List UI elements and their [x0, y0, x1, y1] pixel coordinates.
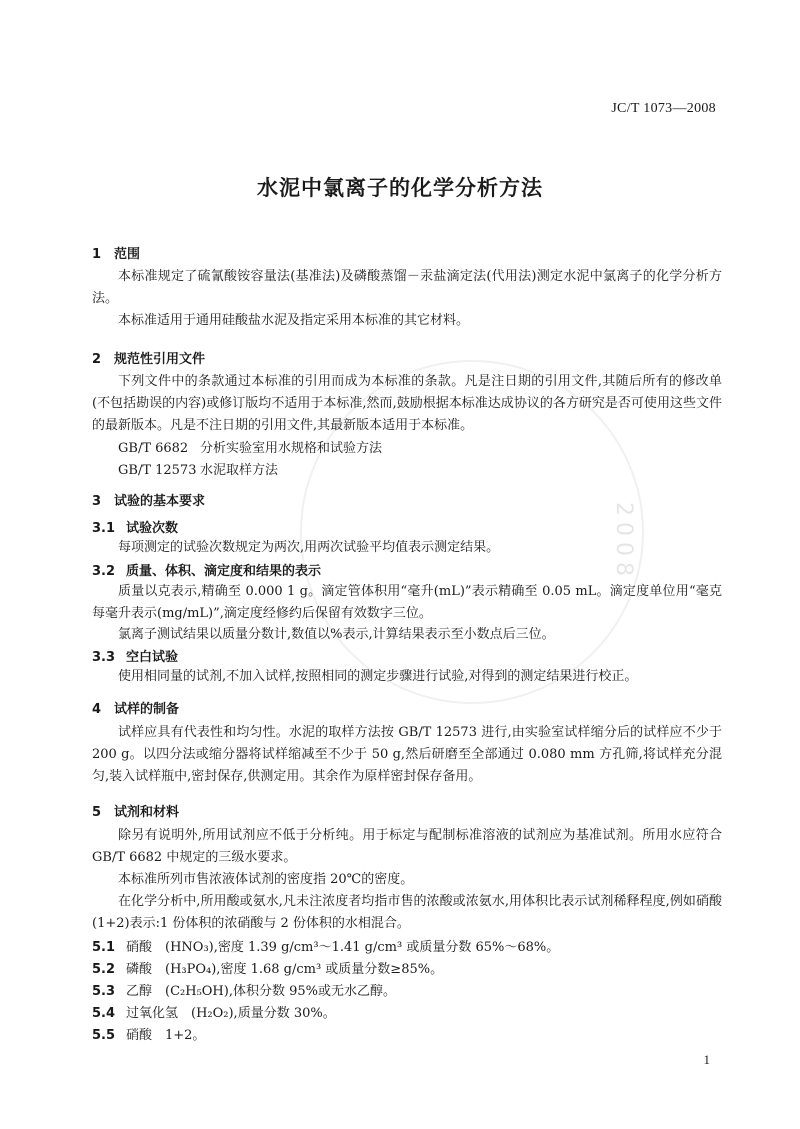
section-number: 4 [92, 702, 102, 717]
subsection-3-3-heading [92, 646, 178, 665]
section-5-paragraph-2: 本标准所列市售浓液体试剂的密度指 20℃的密度。 [118, 872, 414, 887]
section-number: 2 [92, 352, 102, 367]
section-title: 范围 [114, 247, 141, 262]
item-text: 硝酸 (HNO₃),密度 1.39 g/cm³～1.41 g/cm³ 或质量分数 65%～68%。 [126, 940, 560, 955]
section-number: 5 [92, 805, 102, 820]
section-number: 3 [92, 494, 102, 509]
page-number: 1 [703, 1052, 710, 1067]
reference-code: GB/T 6682 [118, 441, 189, 456]
subsection-3-2-heading [92, 560, 321, 579]
item-number: 5.2 [92, 962, 116, 977]
item-text: 硝酸 1+2。 [126, 1028, 206, 1043]
subsection-title: 空白试验 [126, 650, 179, 665]
standard-code: JC/T 1073—2008 [611, 101, 716, 116]
item-text: 磷酸 (H₃PO₄),密度 1.68 g/cm³ 或质量分数≥85%。 [126, 962, 444, 977]
subsection-number: 3.3 [92, 650, 116, 665]
reagent-item [92, 1024, 205, 1043]
subsection-title: 质量、体积、滴定度和结果的表示 [126, 564, 322, 579]
reagent-item [92, 980, 396, 999]
reagent-item [92, 1002, 336, 1021]
reference-item [118, 437, 382, 456]
item-text: 乙醇 (C₂H₅OH),体积分数 95%或无水乙醇。 [126, 984, 397, 999]
section-2-heading [92, 348, 205, 367]
section-1-paragraph-1: 本标准规定了硫氰酸铵容量法(基准法)及磷酸蒸馏－汞盐滴定法(代用法)测定水泥中氯离子的化学分析方法。 [92, 269, 722, 306]
section-title: 试验的基本要求 [114, 494, 206, 509]
item-text: 过氧化氢 (H₂O₂),质量分数 30%。 [126, 1006, 336, 1021]
subsection-3-3-paragraph: 使用相同量的试剂,不加入试样,按照相同的测定步骤进行试验,对得到的测定结果进行校正。 [118, 669, 638, 684]
section-1-heading [92, 243, 140, 262]
section-2-paragraph-1: 下列文件中的条款通过本标准的引用而成为本标准的条款。凡是注日期的引用文件,其随后所有的修改单(不包括勘误的内容)或修订版均不适用于本标准,然而,鼓励根据本标准达成协议的各方研究是否可使用这些文件的最新版本。凡是不注日期的引用文件,其最新版本适用于本标准。 [92, 374, 722, 433]
section-title: 试剂和材料 [114, 805, 180, 820]
reagent-item [92, 936, 559, 955]
section-4-paragraph: 试样应具有代表性和均匀性。水泥的取样方法按 GB/T 12573 进行,由实验室试样缩分后的试样应不少于 200 g。以四分法或缩分器将试样缩减至不少于 50 g,然后研磨至全部通过 0.080 mm 方孔筛,将试样充分混匀,装入试样瓶中,密封保存,供测定用。其余作为原样密封保存备用。 [92, 725, 722, 784]
reference-name: 分析实验室用水规格和试验方法 [200, 441, 383, 456]
reference-item [118, 459, 278, 478]
section-1-paragraph-2: 本标准适用于通用硅酸盐水泥及指定采用本标准的其它材料。 [118, 313, 470, 328]
section-title: 试样的制备 [114, 702, 180, 717]
document-title: 水泥中氯离子的化学分析方法 [257, 176, 543, 200]
section-5-paragraph-3: 在化学分析中,所用酸或氨水,凡未注浓度者均指市售的浓酸或浓氨水,用体积比表示试剂稀释程度,例如硝酸(1+2)表示:1 份体积的浓硝酸与 2 份体积的水相混合。 [92, 894, 722, 931]
section-3-heading [92, 490, 205, 509]
item-number: 5.4 [92, 1006, 116, 1021]
subsection-3-2-paragraph-1: 质量以克表示,精确至 0.000 1 g。滴定管体积用“毫升(mL)”表示精确至 0.05 mL。滴定度单位用“毫克每毫升表示(mg/mL)”,滴定度经修约后保留有效数字三位。 [92, 584, 722, 621]
section-5-paragraph-1: 除另有说明外,所用试剂应不低于分析纯。用于标定与配制标准溶液的试剂应为基准试剂。所用水应符合 GB/T 6682 中规定的三级水要求。 [92, 828, 722, 865]
reference-name: 水泥取样方法 [200, 463, 279, 478]
watermark-seal: 2008 [300, 360, 644, 704]
section-number: 1 [92, 247, 102, 262]
item-number: 5.5 [92, 1028, 116, 1043]
subsection-3-2-paragraph-2: 氯离子测试结果以质量分数计,数值以%表示,计算结果表示至小数点后三位。 [118, 627, 555, 642]
reference-code: GB/T 12573 [118, 463, 197, 478]
subsection-number: 3.1 [92, 521, 116, 536]
subsection-3-1-heading [92, 517, 178, 536]
section-4-heading [92, 698, 179, 717]
item-number: 5.3 [92, 984, 116, 999]
item-number: 5.1 [92, 940, 116, 955]
subsection-title: 试验次数 [126, 521, 179, 536]
section-5-heading [92, 801, 179, 820]
subsection-3-1-paragraph: 每项测定的试验次数规定为两次,用两次试验平均值表示测定结果。 [118, 540, 500, 555]
reagent-item [92, 958, 443, 977]
section-title: 规范性引用文件 [114, 352, 206, 367]
subsection-number: 3.2 [92, 564, 116, 579]
